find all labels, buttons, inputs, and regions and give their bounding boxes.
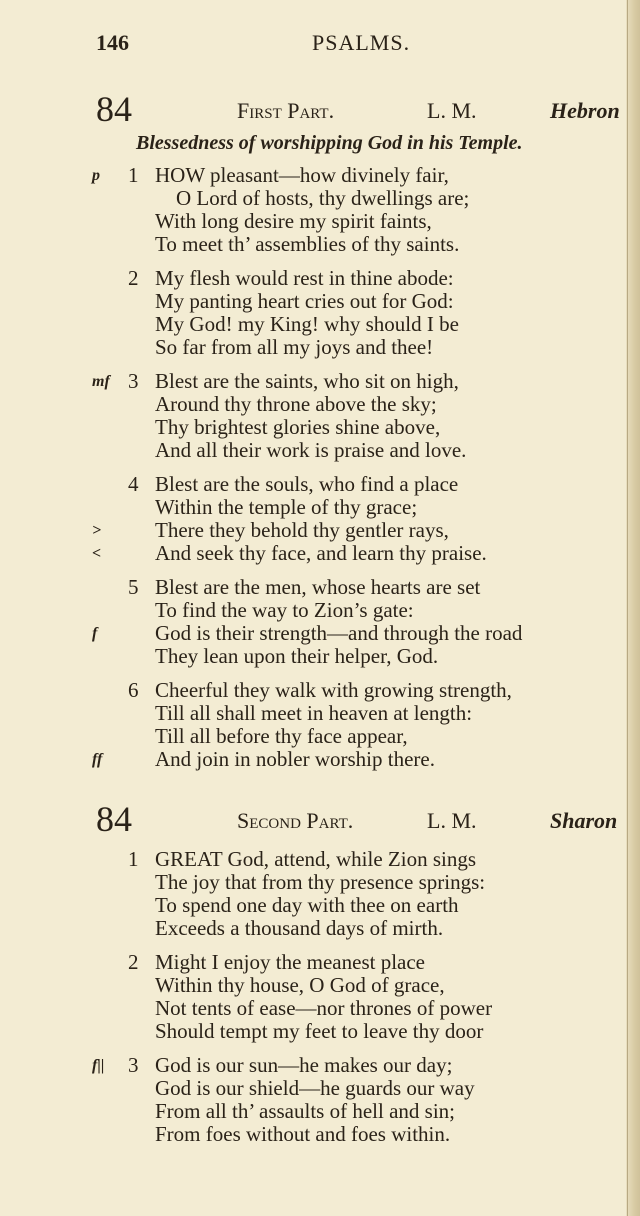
verse-line (0, 519, 640, 542)
verse-number: 1 (128, 163, 139, 187)
verse-line (0, 679, 640, 702)
part-title: Second Part. (237, 808, 354, 833)
line-text: To meet th’ assemblies of thy saints. (155, 232, 460, 256)
verse-line (0, 894, 640, 917)
tune-name: Sharon (550, 808, 618, 833)
verse-line (0, 997, 640, 1020)
verse-line (0, 1077, 640, 1100)
line-text: Should tempt my feet to leave thy door (155, 1019, 484, 1043)
verse-line (0, 542, 640, 565)
line-text: Blest are the souls, who find a place (155, 472, 459, 496)
dynamic-mark: ff (92, 751, 103, 768)
line-text: Within thy house, O God of grace, (155, 973, 445, 997)
line-text: And seek thy face, and learn thy praise. (155, 541, 487, 565)
verse-number: 6 (128, 678, 139, 702)
verse-line (0, 187, 640, 210)
verse (0, 267, 640, 359)
line-text: God is our shield—he guards our way (155, 1076, 475, 1100)
verse-line (0, 622, 640, 645)
psalm-number: 84 (96, 799, 132, 839)
verse-line (0, 164, 640, 187)
line-text: O Lord of hosts, thy dwellings are; (155, 186, 470, 210)
verse-line (0, 496, 640, 519)
dynamic-mark: f (92, 625, 98, 642)
line-text: So far from all my joys and thee! (155, 335, 434, 359)
verse-line (0, 871, 640, 894)
dynamic-mark: > (92, 522, 102, 539)
verse-number: 5 (128, 575, 139, 599)
line-text: They lean upon their helper, God. (155, 644, 439, 668)
line-text: Around thy throne above the sky; (155, 392, 437, 416)
psalm-first-part (0, 88, 640, 782)
dynamic-mark: p (92, 167, 100, 184)
line-text: Within the temple of thy grace; (155, 495, 418, 519)
verse-line (0, 951, 640, 974)
line-text: And join in nobler worship there. (155, 747, 435, 771)
verse-line (0, 473, 640, 496)
part-header (0, 88, 640, 128)
line-text: God is our sun—he makes our day; (155, 1053, 453, 1077)
verse-line (0, 313, 640, 336)
line-text: My panting heart cries out for God: (155, 289, 454, 313)
verse-line (0, 370, 640, 393)
running-title: PSALMS. (312, 30, 411, 55)
dynamic-mark: < (92, 545, 102, 562)
part-subtitle: Blessedness of worshipping God in his Temple. (136, 132, 523, 154)
verse-line (0, 974, 640, 997)
verse-line (0, 848, 640, 871)
psalm-number: 84 (96, 89, 132, 129)
line-text: With long desire my spirit faints, (155, 209, 432, 233)
line-text: And all their work is praise and love. (155, 438, 467, 462)
verse-number: 4 (128, 472, 139, 496)
meter: L. M. (427, 808, 477, 833)
verse (0, 576, 640, 668)
line-text: My flesh would rest in thine abode: (155, 266, 454, 290)
verse (0, 1054, 640, 1146)
verse (0, 370, 640, 462)
meter: L. M. (427, 98, 477, 123)
verse-line (0, 599, 640, 622)
verse-line (0, 1100, 640, 1123)
verse-line (0, 393, 640, 416)
verse-line (0, 725, 640, 748)
line-text: Not tents of ease—nor thrones of power (155, 996, 493, 1020)
line-text: God is their strength—and through the road (155, 621, 523, 645)
verse-number: 3 (128, 369, 139, 393)
verse-line (0, 917, 640, 940)
verse-number: 2 (128, 266, 139, 290)
verse-line (0, 233, 640, 256)
line-text: GREAT God, attend, while Zion sings (155, 847, 477, 871)
line-text: Till all shall meet in heaven at length: (155, 701, 473, 725)
line-text: To find the way to Zion’s gate: (155, 598, 414, 622)
verse (0, 679, 640, 771)
verse-line (0, 702, 640, 725)
page-number: 146 (96, 30, 129, 55)
dynamic-mark: mf (92, 373, 110, 390)
verse-line (0, 267, 640, 290)
line-text: Exceeds a thousand days of mirth. (155, 916, 444, 940)
verse-line (0, 1123, 640, 1146)
verse (0, 951, 640, 1043)
psalm-second-part (0, 798, 640, 1157)
verse-number: 2 (128, 950, 139, 974)
line-text: From all th’ assaults of hell and sin; (155, 1099, 455, 1123)
verse-number: 3 (128, 1053, 139, 1077)
line-text: HOW pleasant—how divinely fair, (155, 163, 449, 187)
line-text: Till all before thy face appear, (155, 724, 408, 748)
verse (0, 164, 640, 256)
line-text: Cheerful they walk with growing strength, (155, 678, 512, 702)
verse-number: 1 (128, 847, 139, 871)
part-header (0, 798, 640, 838)
line-text: There they behold thy gentler rays, (155, 518, 449, 542)
running-head (96, 30, 620, 60)
line-text: Blest are the saints, who sit on high, (155, 369, 459, 393)
tune-name: Hebron (550, 98, 620, 123)
line-text: The joy that from thy presence springs: (155, 870, 486, 894)
line-text: Might I enjoy the meanest place (155, 950, 425, 974)
verse (0, 848, 640, 940)
verse-line (0, 1054, 640, 1077)
part-title: First Part. (237, 98, 335, 123)
line-text: From foes without and foes within. (155, 1122, 451, 1146)
verse-line (0, 748, 640, 771)
verse-line (0, 336, 640, 359)
line-text: Blest are the men, whose hearts are set (155, 575, 481, 599)
verse-line (0, 1020, 640, 1043)
verse (0, 473, 640, 565)
line-text: Thy brightest glories shine above, (155, 415, 441, 439)
verse-line (0, 439, 640, 462)
verse-line (0, 290, 640, 313)
verse-line (0, 210, 640, 233)
line-text: To spend one day with thee on earth (155, 893, 459, 917)
dynamic-mark: f|| (92, 1057, 105, 1074)
line-text: My God! my King! why should I be (155, 312, 459, 336)
verse-line (0, 576, 640, 599)
verse-line (0, 645, 640, 668)
verse-line (0, 416, 640, 439)
